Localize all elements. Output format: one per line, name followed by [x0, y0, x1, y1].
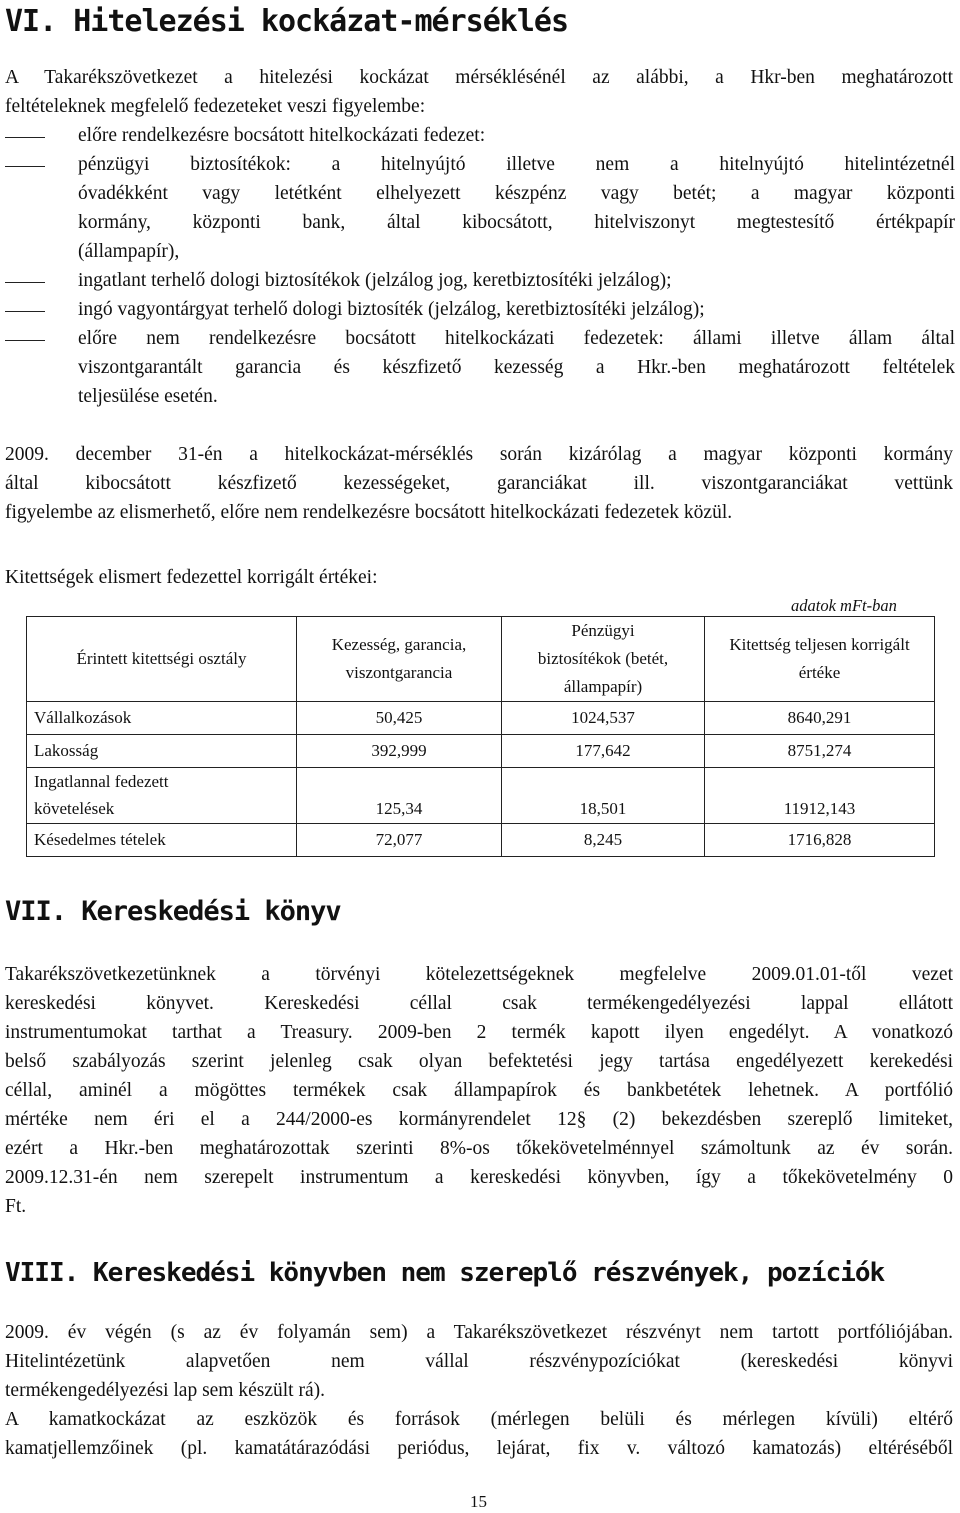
dash-bullet [5, 137, 45, 138]
section-7-title: VII. Kereskedési könyv [5, 896, 341, 927]
header-text: Kitettség teljesen korrigált [729, 635, 910, 654]
paragraph-line: által kibocsátott készfizető kezességeket, garanciákat ill. viszontgaranciákat vettünk [5, 473, 953, 494]
cell-financial: 177,642 [502, 735, 705, 768]
header-text: Kezesség, garancia, [331, 635, 467, 654]
section-6-title: VI. Hitelezési kockázat-mérséklés [5, 4, 569, 39]
table-row [27, 768, 935, 824]
header-cell-class [27, 617, 297, 702]
cell-guarantee: 50,425 [297, 702, 502, 735]
row-label-line: követelések [34, 799, 115, 818]
cell-adjusted: 1716,828 [705, 824, 935, 857]
intro-line: feltételeknek megfelelő fedezeteket veszi figyelembe: [5, 96, 426, 117]
cell-adjusted: 11912,143 [705, 768, 935, 824]
cell-guarantee: 392,999 [297, 735, 502, 768]
section-8-paragraph [5, 1318, 953, 1463]
paragraph-line: ezért a Hkr.-ben meghatározottak szerinti 8%-os tőkekövetelménnyel számoltunk az év során. [5, 1138, 953, 1159]
table-row [27, 735, 935, 768]
bullet-line: óvadékként vagy letétként elhelyezett készpénz vagy betét; a magyar központi [78, 183, 955, 204]
paragraph-line: kamatjellemzőinek (pl. kamatátárazódási periódus, lejárat, fix v. változó kamatozás) eltéréséből [5, 1438, 953, 1459]
cell-financial: 18,501 [502, 768, 705, 824]
bullet-item [78, 150, 955, 266]
header-text: állampapír) [563, 677, 643, 696]
header-text: Érintett kitettségi osztály [76, 649, 247, 668]
bullet-line: ingatlant terhelő dologi biztosítékok (jelzálog jog, keretbiztosítéki jelzálog); [78, 270, 672, 291]
cell-financial: 8,245 [502, 824, 705, 857]
unit-note: adatok mFt-ban [791, 596, 897, 615]
dash-bullet [5, 340, 45, 341]
row-label: Lakosság [27, 735, 297, 768]
cell-guarantee: 125,34 [297, 768, 502, 824]
row-label-line: Ingatlannal fedezett [34, 772, 169, 791]
paragraph-line: 2009.12.31-én nem szerepelt instrumentum a kereskedési könyvben, így a tőkekövetelmény 0 [5, 1167, 953, 1188]
cell-financial: 1024,537 [502, 702, 705, 735]
header-text: biztosítékok (betét, [537, 649, 669, 668]
cell-adjusted: 8751,274 [705, 735, 935, 768]
paragraph-line: 2009. év végén (s az év folyamán sem) a Takarékszövetkezet részvényt nem tartott portfóliójában. [5, 1322, 953, 1343]
header-text: Pénzügyi [571, 621, 635, 640]
bullet-line: viszontgarantált garancia és készfizető kezesség a Hkr.-ben meghatározott feltételek [78, 357, 955, 378]
table-row [27, 702, 935, 735]
header-cell-financial-collateral [502, 617, 705, 702]
table-row [27, 824, 935, 857]
header-cell-adjusted-value [705, 617, 935, 702]
paragraph-line: kereskedési könyvet. Kereskedési céllal csak termékengedélyezési lappal ellátott [5, 993, 953, 1014]
header-text: értéke [798, 663, 841, 682]
bullet-item [78, 295, 955, 324]
table-caption: Kitettségek elismert fedezettel korrigált értékei: [5, 567, 378, 588]
row-label: Vállalkozások [27, 702, 297, 735]
section-8-title: VIII. Kereskedési könyvben nem szereplő részvények, pozíciók [5, 1258, 885, 1288]
section-6-intro [5, 63, 953, 121]
bullet-line: teljesülése esetén. [78, 386, 218, 407]
paragraph-line: belső szabályozás szerint jelenleg csak olyan befektetési jegy tartása engedélyezett kerekedési [5, 1051, 953, 1072]
bullet-line: előre nem rendelkezésre bocsátott hitelkockázati fedezetek: állami illetve állam által [78, 328, 955, 349]
bullet-item [78, 324, 955, 411]
row-label [27, 768, 297, 824]
bullet-item [78, 266, 955, 295]
intro-line: A Takarékszövetkezet a hitelezési kockázat mérséklésénél az alábbi, a Hkr-ben meghatározott [5, 67, 953, 88]
header-cell-guarantee [297, 617, 502, 702]
paragraph-line: A kamatkockázat az eszközök és források (mérlegen belüli és mérlegen kívüli) eltérő [5, 1409, 953, 1430]
bullet-line: előre rendelkezésre bocsátott hitelkockázati fedezet: [78, 125, 486, 146]
paragraph-line: Takarékszövetkezetünknek a törvényi kötelezettségeknek megfelelve 2009.01.01-től vezet [5, 964, 953, 985]
paragraph-line: figyelembe az elismerhető, előre nem rendelkezésre bocsátott hitelkockázati fedezetek közül. [5, 502, 733, 523]
section-6-paragraph [5, 440, 953, 527]
bullet-line: (állampapír), [78, 241, 180, 262]
bullet-line: kormány, központi bank, által kibocsátott, hitelviszonyt megtestesítő értékpapír [78, 212, 955, 233]
exposure-table [26, 616, 935, 857]
table-header-row [27, 617, 935, 702]
bullet-item [78, 121, 955, 150]
paragraph-line: 2009. december 31-én a hitelkockázat-mérséklés során kizárólag a magyar központi kormány [5, 444, 953, 465]
dash-bullet [5, 311, 45, 312]
paragraph-line: instrumentumokat tarthat a Treasury. 2009-ben 2 termék kapott ilyen engedélyt. A vonatkozó [5, 1022, 953, 1043]
row-label: Késedelmes tételek [27, 824, 297, 857]
bullet-line: pénzügyi biztosítékok: a hitelnyújtó illetve nem a hitelnyújtó hitelintézetnél [78, 154, 955, 175]
paragraph-line: mértéke nem éri el a 244/2000-es kormányrendelet 12§ (2) bekezdésben szereplő limiteket, [5, 1109, 953, 1130]
header-text: viszontgarancia [345, 663, 453, 682]
paragraph-line: céllal, aminél a mögöttes termékek csak állampapírok és bankbetétek lehetnek. A portfólió [5, 1080, 953, 1101]
bullet-line: ingó vagyontárgyat terhelő dologi biztosíték (jelzálog, keretbiztosítéki jelzálog); [78, 299, 705, 320]
paragraph-line: Ft. [5, 1196, 27, 1217]
section-7-paragraph [5, 960, 953, 1221]
paragraph-line: Hitelintézetünk alapvetően nem vállal részvénypozíciókat (kereskedési könyvi [5, 1351, 953, 1372]
paragraph-line: termékengedélyezési lap sem készült rá). [5, 1380, 325, 1401]
cell-adjusted: 8640,291 [705, 702, 935, 735]
dash-bullet [5, 282, 45, 283]
dash-bullet [5, 166, 45, 167]
cell-guarantee: 72,077 [297, 824, 502, 857]
page-number: 15 [470, 1492, 487, 1511]
